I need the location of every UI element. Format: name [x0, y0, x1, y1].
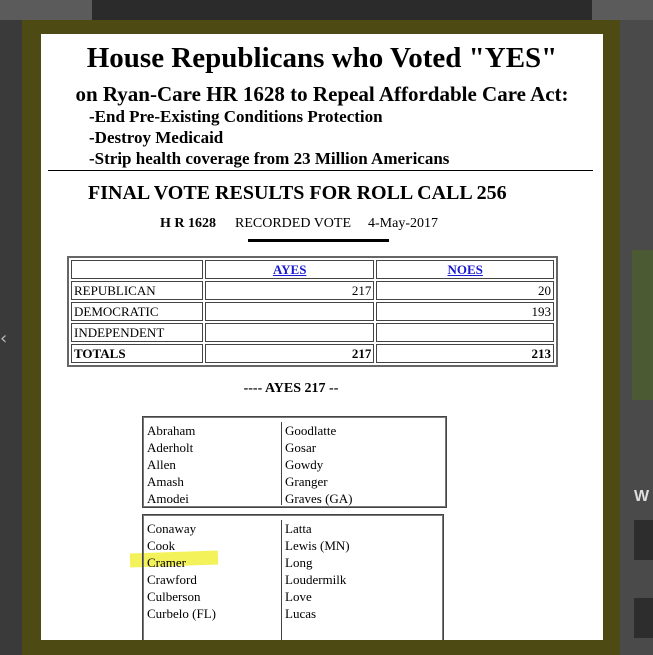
list-item: Gosar — [285, 440, 317, 455]
party-label: DEMOCRATIC — [71, 302, 203, 321]
list-item: Curbelo (FL) — [147, 606, 216, 621]
list-item: Amodei — [147, 491, 189, 506]
divider — [248, 239, 389, 242]
vote-totals-table — [67, 256, 558, 367]
table-row — [71, 323, 554, 342]
ayes-cell: 217 — [205, 344, 374, 363]
section-heading: FINAL VOTE RESULTS FOR ROLL CALL 256 — [88, 182, 507, 204]
list-item: Lucas — [285, 606, 317, 621]
document-title: House Republicans who Voted "YES" — [86, 42, 558, 74]
noes-cell: 213 — [376, 344, 554, 363]
ayes-link[interactable]: AYES — [272, 261, 307, 277]
list-item: Long — [285, 555, 313, 570]
table-row-totals — [71, 344, 554, 363]
list-item: Latta — [285, 521, 312, 536]
list-item: Graves (GA) — [285, 491, 353, 506]
list-item: Aderholt — [147, 440, 194, 455]
bullet-item: -Destroy Medicaid — [89, 128, 224, 147]
bullet-list — [89, 106, 449, 169]
background-thumbnail — [634, 520, 653, 560]
list-item: Lewis (MN) — [285, 538, 350, 553]
list-item: Allen — [147, 457, 176, 472]
vote-type: RECORDED VOTE — [235, 216, 352, 231]
table-row — [71, 281, 554, 300]
ayes-cell: 217 — [205, 281, 374, 300]
list-item: Conaway — [147, 521, 197, 536]
prev-arrow-icon[interactable]: ‹ — [0, 328, 8, 349]
vote-meta — [160, 216, 438, 232]
noes-cell: 193 — [376, 302, 554, 321]
table-header-cell — [71, 260, 203, 279]
list-item: Amash — [147, 474, 184, 489]
list-item: Granger — [285, 474, 328, 489]
background-thumbnail — [632, 250, 653, 400]
party-label: REPUBLICAN — [71, 281, 203, 300]
noes-link[interactable]: NOES — [447, 261, 483, 277]
member-column — [147, 520, 282, 640]
member-column — [285, 520, 350, 622]
table-header-row — [71, 260, 554, 279]
background-hero-image — [92, 0, 592, 20]
bill-number: H R 1628 — [160, 216, 216, 231]
list-item: Crawford — [147, 572, 197, 587]
document-subtitle: on Ryan-Care HR 1628 to Repeal Affordable Care Act: — [75, 82, 569, 106]
member-column — [285, 422, 353, 507]
ayes-cell — [205, 302, 374, 321]
list-item-highlighted: Cramer — [147, 555, 186, 570]
list-item: Culberson — [147, 589, 201, 604]
table-row — [71, 302, 554, 321]
bullet-item: -Strip health coverage from 23 Million Americans — [89, 149, 450, 168]
list-item: Goodlatte — [285, 423, 337, 438]
ayes-heading: ---- AYES 217 -- — [243, 381, 339, 396]
background-thumbnail — [634, 598, 653, 638]
list-item: Loudermilk — [285, 572, 347, 587]
party-label: TOTALS — [71, 344, 203, 363]
vote-date: 4-May-2017 — [368, 216, 438, 231]
party-label: INDEPENDENT — [71, 323, 203, 342]
document-image — [41, 34, 603, 640]
noes-cell: 20 — [376, 281, 554, 300]
member-list — [142, 416, 447, 508]
list-item: Love — [285, 589, 312, 604]
list-item: Cook — [147, 538, 176, 553]
bullet-item: -End Pre-Existing Conditions Protection — [89, 107, 383, 126]
noes-cell — [376, 323, 554, 342]
member-column — [147, 422, 282, 505]
table-header-cell — [376, 260, 554, 279]
table-header-cell — [205, 260, 374, 279]
background-text: W — [634, 488, 650, 505]
divider — [48, 170, 593, 171]
list-item: Gowdy — [285, 457, 324, 472]
ayes-cell — [205, 323, 374, 342]
member-list — [142, 514, 444, 640]
list-item: Abraham — [147, 423, 196, 438]
